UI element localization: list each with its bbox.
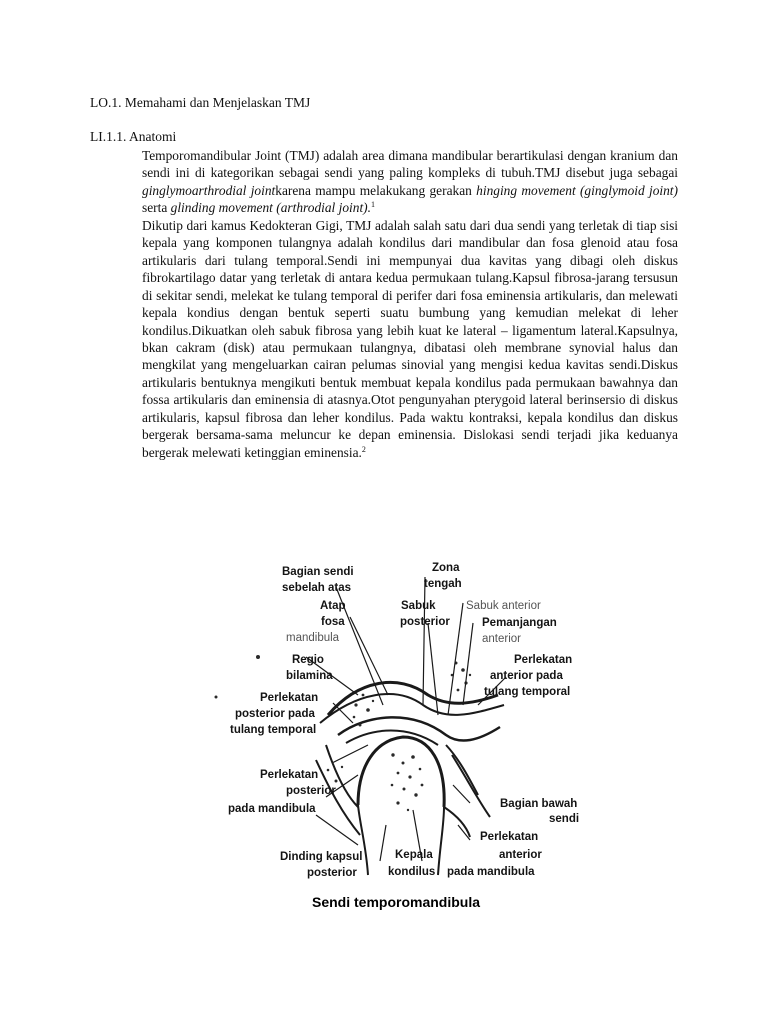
label-ant-mandible-3: pada mandibula (447, 866, 535, 878)
label-roof-fossa-2: fosa (321, 616, 345, 628)
label-ant-temporal-3: tulang temporal (484, 686, 571, 698)
label-ant-temporal-1: Perlekatan (514, 654, 573, 666)
p1-text-e: serta (142, 200, 171, 216)
p1-text-a: Temporomandibular Joint (TMJ) adalah area dimana mandibular berartikulasi dengan kranium dan sendi ini di kategorikan sebagai sendi yang paling kompleks di tubuh.TMJ disebut juga sebagai (142, 148, 678, 181)
paragraph-1 (142, 147, 678, 217)
label-posterior-band-2: posterior (400, 616, 450, 628)
p1-reference: 1 (370, 200, 375, 210)
label-roof-fossa-3: mandibula (286, 632, 340, 644)
label-condyle-head-2: kondilus (388, 866, 436, 878)
label-post-temporal-2: posterior pada (235, 708, 315, 720)
label-lower-joint-1: Bagian bawah (500, 798, 578, 810)
label-ant-mandible-1: Perlekatan (480, 831, 539, 843)
p2-text: Dikutip dari kamus Kedokteran Gigi, TMJ adalah salah satu dari dua sendi yang terletak di tiap sisi kepala yang komponen tulangnya adalah kondilus dari mandibular dan fosa glenoid atau fosa artikularis dari tulang temporal.Sendi ini mempunyai dua kavitas yang dibagi oleh diskus fibrokartilago datar yang terletak di antara kedua permukaan tulang.Kapsul fibrosa-jarang tersusun di sekitar sendi, melekat ke tulang temporal di perifer dari fosa eminensia artikularis, dan melewati kepala kondius dengan bentuk seperti suatu bumbung yang kemudian melekat di leher kondilus.Dikuatkan oleh sabuk fibrosa yang lebih kuat ke lateral – ligamentum lateral.Kapsulnya, bkan cakram (disk) atau permukaan tulangnya, dibatasi oleh membrane synovial halus dan mengkilat yang mengeluarkan cairan pelumas sinovial yang mengisi kedua kavitas sendi.Diskus artikularis bentuknya mengikuti bentuk membuat kepala kondilus pada permukaan bawahnya dan fossa artikularis dan eminensia di atasnya.Otot pengunyahan pterygoid lateral berinsersio di diskus artikularis, kapsul fibrosa dan leher kondilus. Pada waktu kontraksi, kepala kondilus dan diskus bergerak bersama-sama meluncur ke depan eminensia. Dislokasi sendi terjadi jika keduanya bergerak melewati ketinggian eminensia. (142, 217, 678, 460)
p1-italic-term-2: hinging movement (ginglymoid joint) (476, 182, 678, 198)
label-condyle-head-1: Kepala (395, 849, 433, 861)
label-upper-joint-2: sebelah atas (282, 582, 352, 594)
label-roof-fossa-1: Atap (320, 600, 346, 612)
p1-italic-term-1: ginglymoarthrodial joint (142, 182, 276, 198)
label-post-mandible-2: posterior (286, 785, 336, 797)
label-ant-mandible-2: anterior (499, 849, 542, 861)
body-text (142, 147, 678, 461)
label-bilaminar-1: Regio (292, 654, 324, 666)
label-middle-zone-2: tengah (424, 578, 462, 590)
label-post-temporal-1: Perlekatan (260, 692, 319, 704)
li-heading: LI.1.1. Anatomi (90, 129, 177, 144)
label-post-mandible-1: Perlekatan (260, 769, 319, 781)
label-ant-temporal-2: anterior pada (490, 670, 563, 682)
tmj-diagram (208, 545, 592, 925)
label-anterior-extension-2: anterior (482, 633, 521, 645)
label-anterior-band: Sabuk anterior (466, 600, 541, 612)
joint-drawing (316, 682, 504, 875)
label-post-temporal-3: tulang temporal (230, 724, 317, 736)
tmj-figure (208, 545, 592, 925)
lo-heading: LO.1. Memahami dan Menjelaskan TMJ (90, 95, 311, 110)
paragraph-2 (142, 217, 678, 461)
figure-caption: Sendi temporomandibula (312, 894, 481, 910)
p1-text-c: karena mampu melakukang gerakan (275, 182, 477, 198)
p1-italic-term-3: glinding movement (arthrodial joint). (170, 200, 371, 216)
label-lower-joint-2: sendi (549, 813, 580, 825)
label-bilaminar-2: bilamina (286, 670, 333, 682)
label-upper-joint-1: Bagian sendi (282, 566, 354, 578)
label-anterior-extension-1: Pemanjangan (482, 617, 557, 629)
p2-reference: 2 (361, 444, 366, 454)
label-capsule-wall-1: Dinding kapsul (280, 851, 363, 863)
label-middle-zone-1: Zona (432, 562, 460, 574)
label-posterior-band-1: Sabuk (401, 600, 436, 612)
label-post-mandible-3: pada mandibula (228, 803, 316, 815)
label-capsule-wall-2: posterior (307, 867, 357, 879)
